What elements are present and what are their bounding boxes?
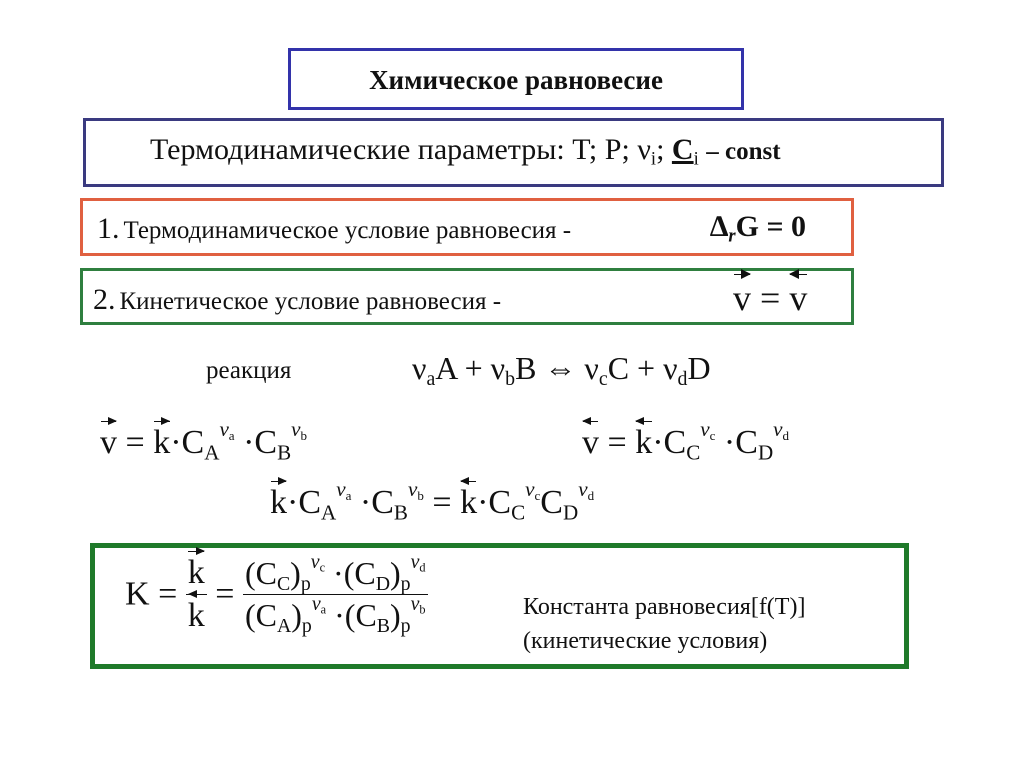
condition1-text: 1. Термодинамическое условие равновесия - (97, 212, 572, 245)
rate-balance-formula: $k\cdot C_A^{\nu_a} \cdot C_B^{\nu_b} = k\cdot C_C^{\nu_c}C_D^{\nu_d}$ (270, 477, 595, 525)
equilibrium-arrow: ⇔ (544, 350, 577, 386)
title-box (288, 48, 744, 110)
reaction-label: реакция (206, 357, 292, 384)
param-t: T; (572, 133, 598, 166)
rate-equality: v = v (733, 278, 808, 318)
kinetic-condition-box (80, 268, 854, 325)
condition2-text: 2. Кинетическое условие равновесия - (93, 283, 502, 316)
equilibrium-constant-box (90, 543, 909, 669)
reverse-rate-formula: $v = k\cdot C_C^{\nu_c} \cdot C_D^{\nu_d}$ (582, 417, 790, 465)
thermodynamic-condition-box (80, 198, 854, 256)
parameters-label: Термодинамические параметры: (150, 133, 565, 166)
param-p: P; (604, 133, 630, 166)
concentration-ratio: $\frac{(C_C)_p^{\nu_c} \cdot(C_D)_p^{\nu_d}}{(C_A)_p^{\nu_a} \cdot(C_B)_p^{\nu_b}}$ (244, 551, 426, 637)
param-c: $C_i$ (671, 133, 699, 170)
gibbs-condition: $\Delta_rG = 0$ (710, 210, 807, 247)
param-nu: $\nu_i$; (637, 133, 665, 170)
reaction-equation: $\nu_aA + \nu_bB$ ⇔ $\nu_cC + \nu_dD$ (412, 350, 711, 390)
page-title: Химическое равновесие (369, 65, 663, 95)
constant-conditions: (кинетические условия) (523, 628, 768, 654)
parameters-line (150, 133, 781, 170)
constant-description: Константа равновесия[f(T)] (523, 594, 806, 620)
param-const: – const (706, 138, 781, 165)
constant-formula: K = $\frac{k}{k}$ = $\frac{(C_C)_p^{\nu_c} \cdot(C_D)_p^{\nu_d}}{(C_A)_p^{\nu_a} \cdot(C_B)_p^{\nu_b}}$ (125, 551, 426, 637)
forward-rate-formula: $v = k\cdot C_A^{\nu_a} \cdot C_B^{\nu_b}$ (100, 417, 308, 465)
parameters-box (83, 118, 944, 187)
rate-constant-ratio: $\frac{k}{k}$ (187, 554, 205, 634)
